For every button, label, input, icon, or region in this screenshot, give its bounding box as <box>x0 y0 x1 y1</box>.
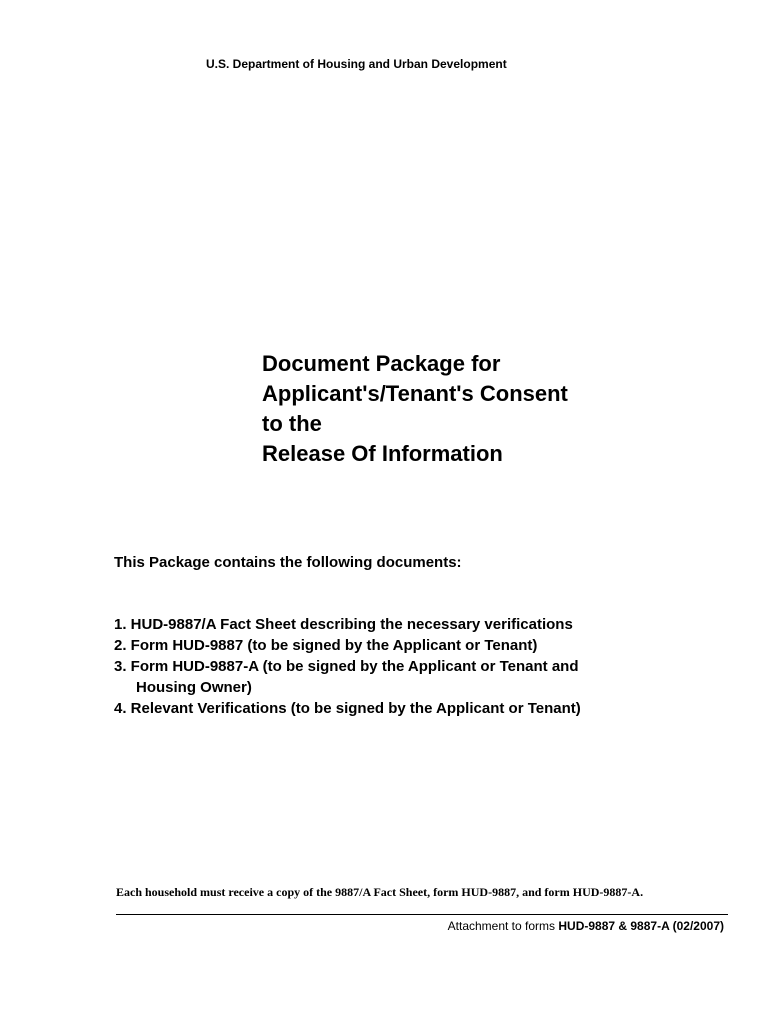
footer-divider <box>116 914 728 915</box>
attachment-prefix: Attachment to forms <box>447 919 559 933</box>
document-title <box>262 349 568 469</box>
household-notice: Each household must receive a copy of the 9887/A Fact Sheet, form HUD-9887, and form HUD-9887-A. <box>116 885 644 899</box>
title-line: Document Package for <box>262 351 501 376</box>
list-item <box>114 614 581 635</box>
list-item <box>114 698 581 719</box>
list-item <box>114 656 581 698</box>
list-item-text: 1. HUD-9887/A Fact Sheet describing the necessary verifications <box>114 616 573 633</box>
list-item <box>114 635 581 656</box>
title-line: to the <box>262 411 322 436</box>
title-line: Release Of Information <box>262 441 503 466</box>
contents-heading: This Package contains the following documents: <box>114 554 462 571</box>
attachment-forms: HUD-9887 & 9887-A (02/2007) <box>558 919 724 933</box>
list-item-text: 4. Relevant Verifications (to be signed by the Applicant or Tenant) <box>114 700 581 717</box>
title-line: Applicant's/Tenant's Consent <box>262 381 568 406</box>
list-item-continuation: Housing Owner) <box>136 679 252 696</box>
attachment-note <box>448 919 724 933</box>
list-item-text: 2. Form HUD-9887 (to be signed by the Applicant or Tenant) <box>114 637 538 654</box>
document-list <box>114 614 581 719</box>
list-item-text: 3. Form HUD-9887-A (to be signed by the Applicant or Tenant and <box>114 658 579 675</box>
agency-header: U.S. Department of Housing and Urban Development <box>206 57 507 71</box>
